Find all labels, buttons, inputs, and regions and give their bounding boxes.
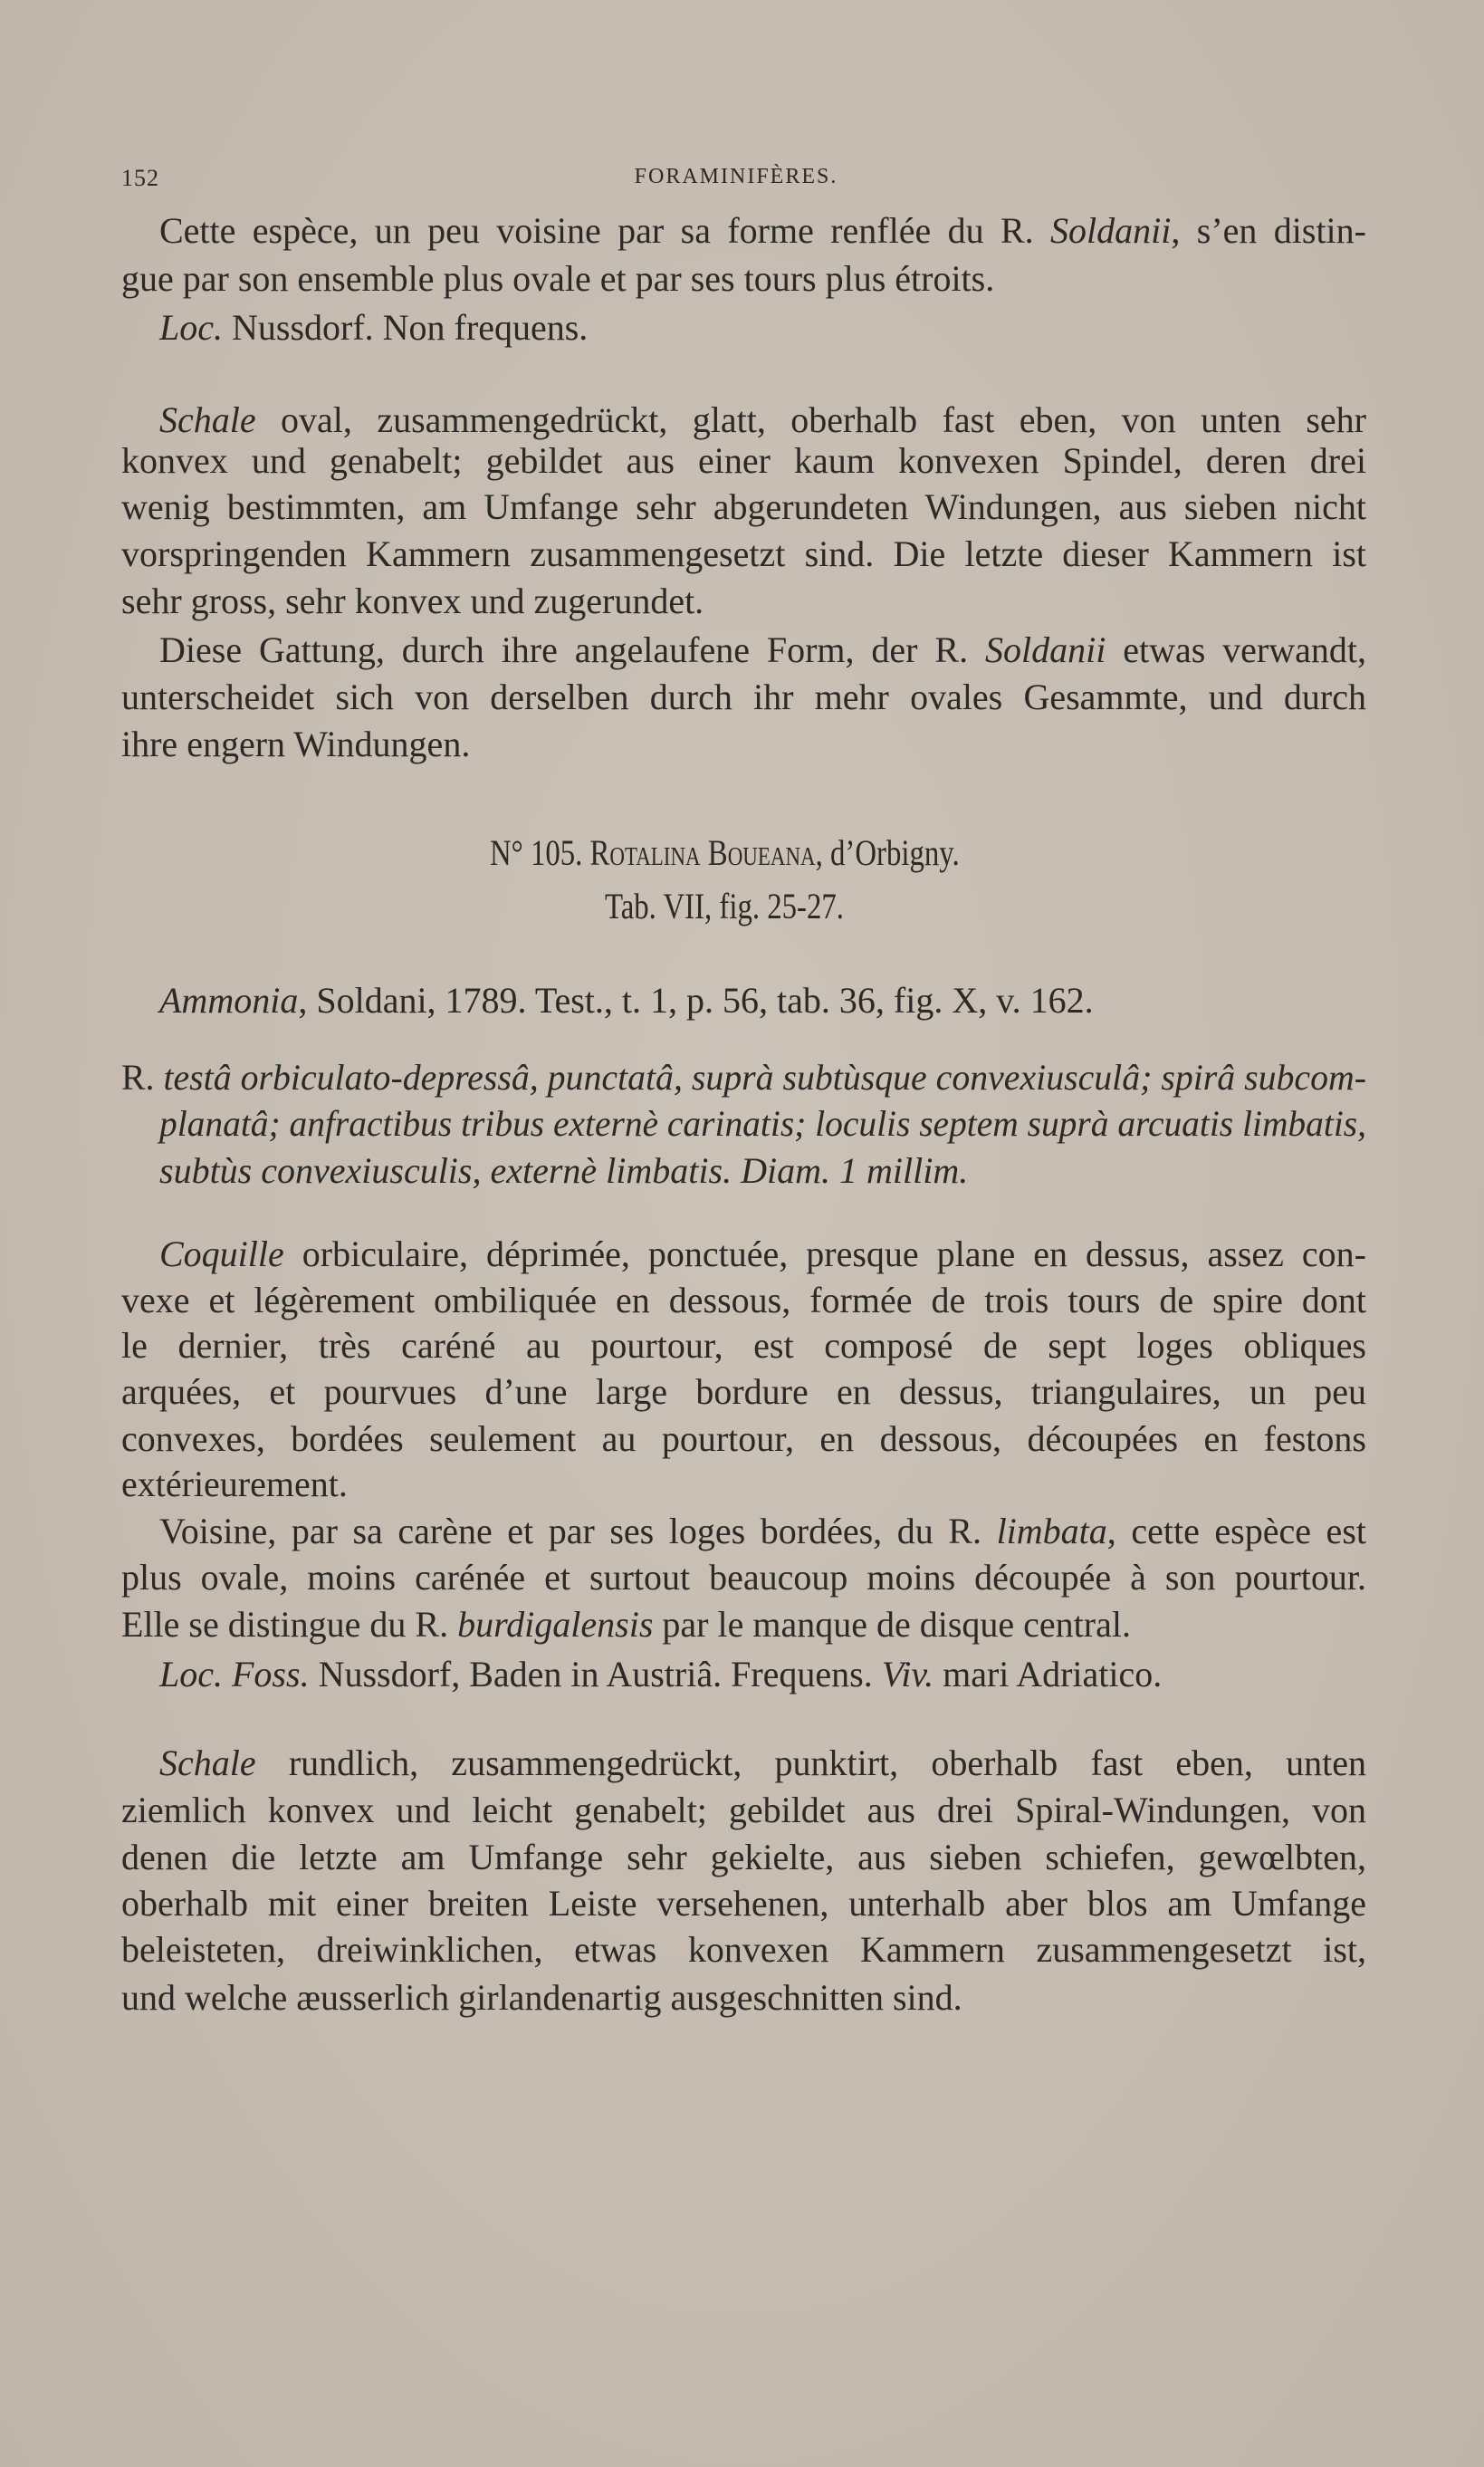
italic-text: limbata bbox=[996, 1511, 1107, 1551]
line-content bbox=[121, 1368, 1366, 1416]
italic-text: Viv. bbox=[881, 1654, 934, 1694]
text-line bbox=[121, 1368, 1366, 1416]
text-line bbox=[159, 1147, 1366, 1195]
text-span: unterscheidet sich von derselben durch ihr mehr ovales Gesammte, und durch bbox=[121, 677, 1366, 717]
text-span: le dernier, très caréné au pourtour, est composé de sept loges obliques bbox=[121, 1325, 1366, 1366]
text-line bbox=[121, 1880, 1366, 1927]
text-line bbox=[121, 1277, 1366, 1324]
line-content bbox=[121, 437, 1366, 485]
line-content bbox=[121, 1054, 1366, 1101]
text-span: orbiculaire, déprimée, ponctuée, presque plane en dessus, assez con- bbox=[283, 1234, 1366, 1274]
text-span: par le manque de disque central. bbox=[653, 1604, 1131, 1645]
text-line bbox=[159, 1508, 1366, 1555]
text-span: , Soldani, 1789. Test., t. 1, p. 56, tab. 36, fig. X, v. 162. bbox=[298, 980, 1094, 1021]
italic-text: Soldanii bbox=[1050, 210, 1172, 251]
italic-text: Coquille bbox=[159, 1234, 284, 1274]
line-content bbox=[121, 484, 1366, 531]
line-content bbox=[121, 721, 470, 768]
text-span: oberhalb mit einer breiten Leiste versehenen, unterhalb aber blos am Umfange bbox=[121, 1883, 1366, 1924]
text-span: convexes, bordées seulement au pourtour, en dessous, découpées en festons bbox=[121, 1418, 1366, 1459]
small-caps-text: Rotalina Boueana bbox=[589, 832, 816, 873]
page-number: 152 bbox=[121, 165, 159, 191]
text-span: wenig bestimmten, am Umfange sehr abgerundeten Windungen, aus sieben nicht bbox=[121, 486, 1366, 527]
italic-text: Loc. bbox=[159, 307, 223, 348]
text-span: beleisteten, dreiwinklichen, etwas konvexen Kammern zusammengesetzt ist, bbox=[121, 1929, 1366, 1970]
text-span: R. bbox=[121, 1057, 164, 1098]
line-content bbox=[121, 1416, 1366, 1463]
line-content bbox=[159, 1740, 1366, 1787]
line-content bbox=[121, 531, 1366, 578]
text-span: Nussdorf, Baden in Austriâ. Frequens. bbox=[309, 1654, 882, 1694]
line-content bbox=[121, 1926, 1366, 1973]
text-span: Tab. VII, fig. 25-27. bbox=[604, 886, 844, 926]
line-content bbox=[121, 1880, 1366, 1927]
line-content bbox=[121, 1461, 348, 1508]
running-title: FORAMINIFÈRES. bbox=[634, 165, 838, 188]
line-content bbox=[121, 255, 994, 302]
text-span: gue par son ensemble plus ovale et par ses tours plus étroits. bbox=[121, 258, 995, 299]
text-line bbox=[121, 1601, 1366, 1648]
text-line bbox=[121, 531, 1366, 578]
italic-text: Schale bbox=[159, 1742, 256, 1783]
text-line bbox=[121, 484, 1366, 531]
text-span: arquées, et pourvues d’une large bordure en dessus, triangulaires, un peu bbox=[121, 1371, 1366, 1412]
line-content bbox=[121, 578, 704, 625]
heading-line bbox=[0, 830, 1449, 877]
text-line bbox=[159, 977, 1366, 1024]
line-content bbox=[159, 1100, 1366, 1147]
text-span: plus ovale, moins carénée et surtout beaucoup moins découpée à son pourtour. bbox=[121, 1557, 1366, 1598]
text-span: vorspringenden Kammern zusammengesetzt sind. Die letzte dieser Kammern ist bbox=[121, 533, 1366, 574]
line-content bbox=[159, 1231, 1366, 1278]
italic-text: testâ orbiculato-depressâ, punctatâ, suprà subtùsque convexiusculâ; spirâ subcom- bbox=[163, 1057, 1367, 1098]
text-line bbox=[121, 437, 1366, 485]
text-span: N° 105. bbox=[489, 832, 590, 873]
text-line bbox=[121, 674, 1366, 721]
text-line bbox=[159, 1231, 1366, 1278]
line-content bbox=[121, 674, 1366, 721]
line-content bbox=[121, 1601, 1131, 1648]
line-content bbox=[159, 1147, 968, 1195]
text-line bbox=[121, 1054, 1366, 1101]
line-content bbox=[490, 830, 960, 877]
text-line bbox=[159, 1100, 1366, 1147]
text-line bbox=[159, 1651, 1366, 1698]
line-content bbox=[159, 1651, 1162, 1698]
text-span: mari Adriatico. bbox=[933, 1654, 1163, 1694]
heading-line bbox=[0, 883, 1449, 930]
text-span: oval, zusammengedrückt, glatt, oberhalb fast eben, von unten sehr bbox=[255, 399, 1366, 440]
text-line bbox=[121, 1322, 1366, 1369]
text-line bbox=[121, 255, 1366, 302]
text-span: denen die letzte am Umfange sehr gekielte, aus sieben schiefen, gewœlbten, bbox=[121, 1837, 1366, 1877]
line-content bbox=[121, 1322, 1366, 1369]
text-span: Voisine, par sa carène et par ses loges bordées, du R. bbox=[159, 1511, 997, 1551]
text-line bbox=[159, 627, 1366, 674]
text-line bbox=[121, 721, 1366, 768]
text-line bbox=[121, 578, 1366, 625]
text-span: Diese Gattung, durch ihre angelaufene Form, der R. bbox=[159, 629, 985, 670]
line-content bbox=[159, 627, 1366, 674]
text-span: , cette espèce est bbox=[1106, 1511, 1366, 1551]
line-content bbox=[121, 1277, 1366, 1324]
line-content bbox=[159, 304, 588, 351]
italic-text: Schale bbox=[159, 399, 256, 440]
text-span: konvex und genabelt; gebildet aus einer kaum konvexen Spindel, deren drei bbox=[121, 440, 1366, 481]
line-content bbox=[121, 1554, 1366, 1601]
italic-text: Ammonia bbox=[159, 980, 299, 1021]
text-line bbox=[121, 1461, 1366, 1508]
text-line bbox=[121, 1416, 1366, 1463]
text-span: , d’Orbigny. bbox=[815, 832, 960, 873]
text-line bbox=[121, 1554, 1366, 1601]
italic-text: subtùs convexiusculis, externè limbatis. Diam. 1 millim. bbox=[159, 1150, 969, 1191]
text-span: Nussdorf. Non frequens. bbox=[223, 307, 589, 348]
text-span: ihre engern Windungen. bbox=[121, 724, 471, 764]
line-content bbox=[121, 1787, 1366, 1834]
text-span: , s’en distin- bbox=[1171, 210, 1366, 251]
line-content bbox=[605, 883, 844, 930]
line-content bbox=[159, 1508, 1366, 1555]
text-line bbox=[159, 304, 1366, 351]
text-span: rundlich, zusammengedrückt, punktirt, oberhalb fast eben, unten bbox=[255, 1742, 1366, 1783]
text-line bbox=[121, 1787, 1366, 1834]
italic-text: planatâ; anfractibus tribus externè carinatis; loculis septem suprà arcuatis limbatis, bbox=[159, 1103, 1366, 1144]
italic-text: burdigalensis bbox=[457, 1604, 654, 1645]
text-span: Cette espèce, un peu voisine par sa forme renflée du R. bbox=[159, 210, 1051, 251]
line-content bbox=[159, 207, 1366, 254]
text-span: Elle se distingue du R. bbox=[121, 1604, 458, 1645]
text-span: sehr gross, sehr konvex und zugerundet. bbox=[121, 581, 704, 621]
text-span: ziemlich konvex und leicht genabelt; gebildet aus drei Spiral-Windungen, von bbox=[121, 1790, 1366, 1830]
text-line bbox=[121, 1974, 1366, 2021]
text-span: vexe et légèrement ombiliquée en dessous, formée de trois tours de spire dont bbox=[121, 1280, 1366, 1320]
text-line bbox=[159, 1740, 1366, 1787]
line-content bbox=[159, 977, 1094, 1024]
line-content bbox=[121, 1974, 962, 2021]
italic-text: Loc. Foss. bbox=[159, 1654, 310, 1694]
text-span: etwas verwandt, bbox=[1106, 629, 1366, 670]
text-line bbox=[121, 1834, 1366, 1881]
line-content bbox=[121, 1834, 1366, 1881]
italic-text: Soldanii bbox=[984, 629, 1106, 670]
text-span: und welche æusserlich girlandenartig ausgeschnitten sind. bbox=[121, 1977, 962, 2018]
text-span: extérieurement. bbox=[121, 1464, 348, 1504]
text-line bbox=[121, 1926, 1366, 1973]
text-line bbox=[159, 207, 1366, 254]
